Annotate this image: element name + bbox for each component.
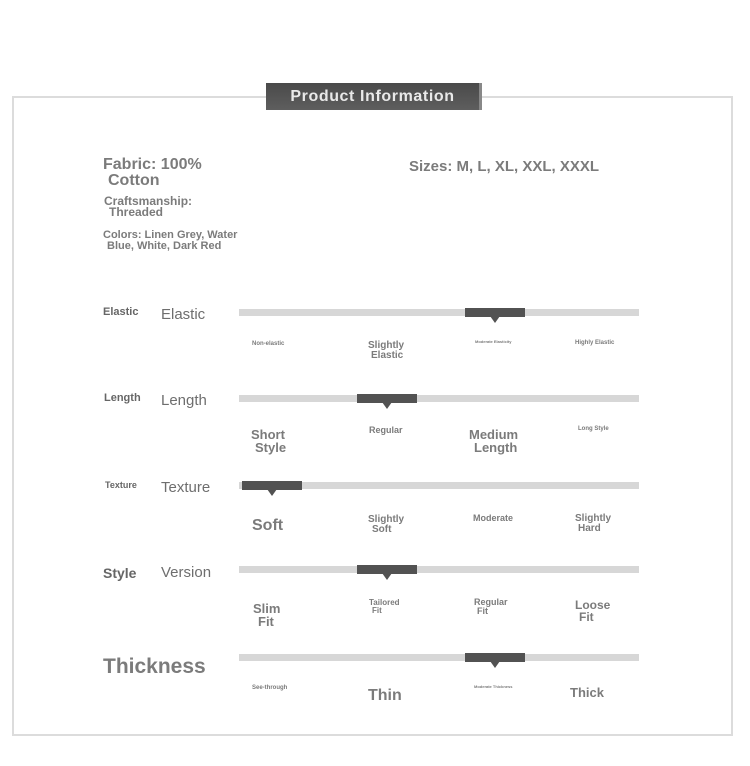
option-long-style: Long Style: [578, 426, 609, 432]
page-title: Product Information: [266, 83, 482, 110]
option-moderate-thickness: Moderate Thickness: [474, 684, 513, 689]
thickness-marker: [465, 653, 525, 662]
style-scale: [239, 566, 639, 573]
option-regular-fit: Regular Fit: [474, 597, 508, 616]
version-label: Version: [161, 564, 212, 581]
option-moderate-elasticity: Moderate Elasticity: [475, 339, 512, 344]
option-loose-fit: Loose Fit: [575, 598, 611, 624]
option-slightly-hard: Slightly Hard: [575, 513, 612, 534]
craftsmanship-info: [104, 196, 192, 218]
option-soft: Soft: [252, 517, 284, 534]
colors-info: [103, 230, 237, 252]
fabric-line-1: Fabric: 100%: [103, 156, 202, 173]
option-thin: Thin: [368, 687, 402, 704]
length-label: Length: [104, 392, 141, 404]
fabric-info: [103, 157, 202, 189]
elastic-scale: [239, 309, 639, 316]
elastic-marker: [465, 308, 525, 317]
option-slightly-elastic: Slightly Elastic: [368, 340, 405, 361]
product-info-frame: [12, 96, 733, 736]
fabric-line-2: Cotton: [108, 172, 160, 189]
craft-line-1: Craftsmanship:: [104, 194, 193, 208]
option-slim-fit: Slim Fit: [253, 601, 281, 629]
colors-line-2: Blue, White, Dark Red: [107, 240, 222, 252]
texture-label: Texture: [105, 480, 137, 490]
thickness-scale: [239, 654, 639, 661]
length-marker: [357, 394, 417, 403]
length-scale: [239, 395, 639, 402]
thickness-label: Thickness: [103, 655, 206, 678]
elastic-label-2: Elastic: [161, 306, 206, 323]
texture-marker: [242, 481, 302, 490]
length-label-2: Length: [161, 392, 207, 409]
option-thick: Thick: [570, 685, 604, 700]
sizes-info: Sizes: M, L, XL, XXL, XXXL: [409, 158, 600, 175]
elastic-label: Elastic: [103, 306, 139, 318]
style-label: Style: [103, 565, 137, 581]
texture-label-2: Texture: [161, 479, 211, 496]
option-see-through: See-through: [252, 685, 288, 691]
texture-scale: [239, 482, 639, 489]
option-highly-elastic: Highly Elastic: [575, 340, 615, 346]
option-moderate-texture: Moderate: [473, 513, 514, 523]
craft-line-2: Threaded: [109, 205, 164, 219]
colors-line-1: Colors: Linen Grey, Water: [103, 229, 238, 241]
style-marker: [357, 565, 417, 574]
option-regular-length: Regular: [369, 425, 403, 435]
option-non-elastic: Non-elastic: [252, 341, 285, 347]
option-tailored-fit: Tailored Fit: [369, 598, 400, 615]
option-medium-length: Medium Length: [469, 427, 519, 455]
option-short-style: Short Style: [251, 427, 287, 455]
option-slightly-soft: Slightly Soft: [368, 514, 405, 535]
